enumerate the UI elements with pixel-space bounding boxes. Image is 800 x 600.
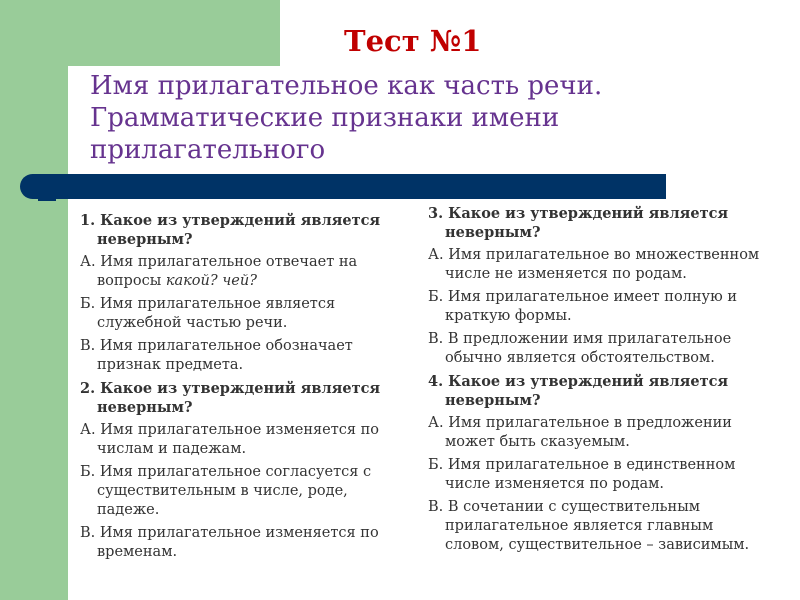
slide-title: Тест №1 bbox=[344, 24, 482, 58]
question-1: 1. Какое из утверждений является неверным? bbox=[80, 212, 381, 248]
question-2-option-a: А. Имя прилагательное изменяется по числам и падежам. bbox=[80, 422, 379, 457]
question-4: 4. Какое из утверждений является неверным? bbox=[428, 373, 729, 409]
green-sidebar bbox=[0, 0, 68, 600]
question-3: 3. Какое из утверждений является неверным? bbox=[428, 205, 729, 241]
question-1-option-b: Б. Имя прилагательное является служебной частью речи. bbox=[80, 296, 336, 331]
divider-bar-stub bbox=[38, 196, 56, 201]
question-1-option-c: В. Имя прилагательное обозначает признак предмета. bbox=[80, 338, 353, 373]
question-3-option-b: Б. Имя прилагательное имеет полную и краткую формы. bbox=[428, 289, 737, 324]
question-4-option-c: В. В сочетании с существительным прилагательное является главным словом, существительное – зависимым. bbox=[428, 499, 750, 553]
question-3-option-c: В. В предложении имя прилагательное обычно является обстоятельством. bbox=[428, 331, 732, 366]
green-header-block bbox=[0, 0, 280, 66]
question-2-option-c: В. Имя прилагательное изменяется по временам. bbox=[80, 525, 379, 560]
divider-bar bbox=[20, 174, 666, 199]
question-1-option-a: А. Имя прилагательное отвечает на вопросы какой? чей? bbox=[80, 254, 358, 289]
question-4-option-b: Б. Имя прилагательное в единственном числе изменяется по родам. bbox=[428, 457, 736, 492]
question-2-option-b: Б. Имя прилагательное согласуется с существительным в числе, роде, падеже. bbox=[80, 464, 372, 518]
question-3-option-a: А. Имя прилагательное во множественном числе не изменяется по родам. bbox=[428, 247, 760, 282]
question-2: 2. Какое из утверждений является неверным? bbox=[80, 380, 381, 416]
question-1-option-a-italic: какой? чей? bbox=[165, 273, 257, 289]
question-4-option-a: А. Имя прилагательное в предложении может быть сказуемым. bbox=[428, 415, 732, 450]
questions-left-column bbox=[80, 211, 400, 566]
slide-subtitle: Имя прилагательное как часть речи. Грамматические признаки имени прилагательного bbox=[90, 71, 603, 165]
questions-right-column bbox=[428, 204, 773, 559]
